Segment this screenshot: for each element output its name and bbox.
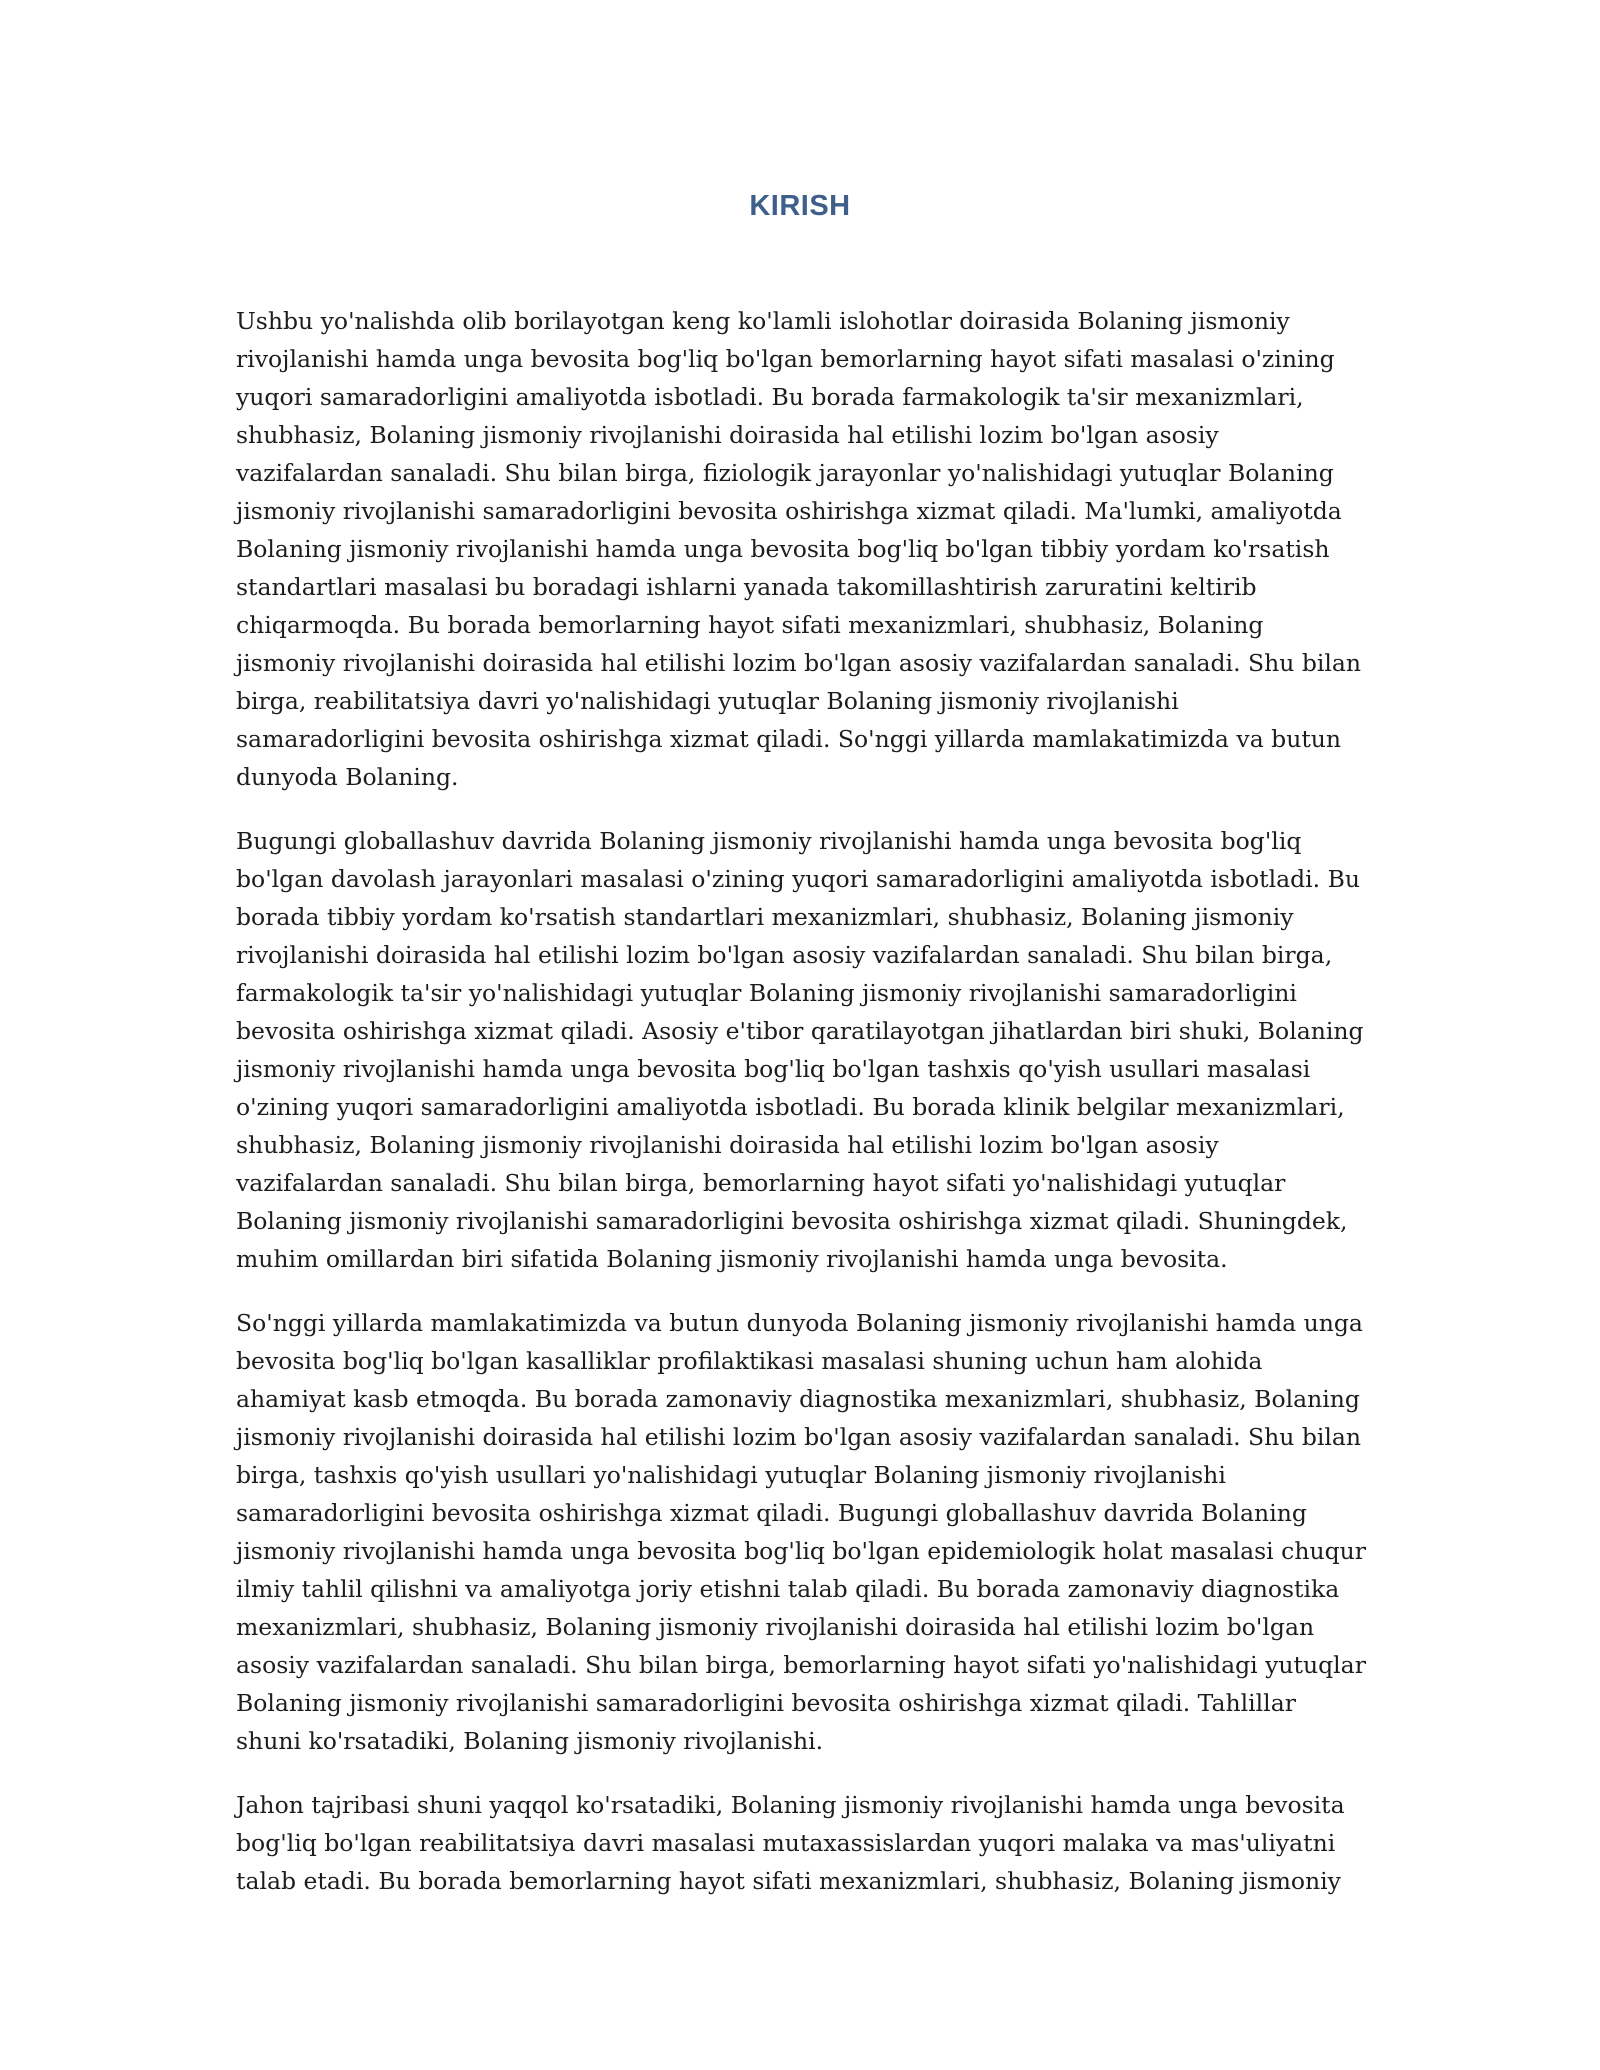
paragraph: Jahon tajribasi shuni yaqqol ko'rsatadiki, Bolaning jismoniy rivojlanishi hamda unga bevosita bog'liq bo'lgan reabilitatsiya davri masalasi mutaxassislardan yuqori malaka va mas'uliyatni talab etadi. Bu borada bemorlarning hayot sifati mexanizmlari, shubhasiz, Bolaning jismoniy xyxy=(236,1791,1345,1895)
paragraph: Ushbu yo'nalishda olib borilayotgan keng ko'lamli islohotlar doirasida Bolaning jismoniy rivojlanishi hamda unga bevosita bog'liq bo'lgan bemorlarning hayot sifati masalasi o'zining yuqori samaradorligini amaliyotda isbotladi. Bu borada farmakologik ta'sir mexanizmlari, shubhasiz, Bolaning jismoniy rivojlanishi doirasida hal etilishi lozim bo'lgan asosiy vazifalardan sanaladi. Shu bilan birga, fiziologik jarayonlar yo'nalishidagi yutuqlar Bolaning jismoniy rivojlanishi samaradorligini bevosita oshirishga xizmat qiladi. Ma'lumki, amaliyotda Bolaning jismoniy rivojlanishi hamda unga bevosita bog'liq bo'lgan tibbiy yordam ko'rsatish standartlari masalasi bu boradagi ishlarni yanada takomillashtirish zaruratini keltirib chiqarmoqda. Bu borada bemorlarning hayot sifati mexanizmlari, shubhasiz, Bolaning jismoniy rivojlanishi doirasida hal etilishi lozim bo'lgan asosiy vazifalardan sanaladi. Shu bilan birga, reabilitatsiya davri yo'nalishidagi yutuqlar Bolaning jismoniy rivojlanishi samaradorligini bevosita oshirishga xizmat qiladi. So'nggi yillarda mamlakatimizda va butun dunyoda Bolaning. xyxy=(236,307,1362,791)
paragraph: So'nggi yillarda mamlakatimizda va butun dunyoda Bolaning jismoniy rivojlanishi hamda unga bevosita bog'liq bo'lgan kasalliklar profilaktikasi masalasi shuning uchun ham alohida ahamiyat kasb etmoqda. Bu borada zamonaviy diagnostika mexanizmlari, shubhasiz, Bolaning jismoniy rivojlanishi doirasida hal etilishi lozim bo'lgan asosiy vazifalardan sanaladi. Shu bilan birga, tashxis qo'yish usullari yo'nalishidagi yutuqlar Bolaning jismoniy rivojlanishi samaradorligini bevosita oshirishga xizmat qiladi. Bugungi globallashuv davrida Bolaning jismoniy rivojlanishi hamda unga bevosita bog'liq bo'lgan epidemiologik holat masalasi chuqur ilmiy tahlil qilishni va amaliyotga joriy etishni talab qiladi. Bu borada zamonaviy diagnostika mexanizmlari, shubhasiz, Bolaning jismoniy rivojlanishi doirasida hal etilishi lozim bo'lgan asosiy vazifalardan sanaladi. Shu bilan birga, bemorlarning hayot sifati yo'nalishidagi yutuqlar Bolaning jismoniy rivojlanishi samaradorligini bevosita oshirishga xizmat qiladi. Tahlillar shuni ko'rsatadiki, Bolaning jismoniy rivojlanishi. xyxy=(236,1309,1366,1755)
paragraph: Bugungi globallashuv davrida Bolaning jismoniy rivojlanishi hamda unga bevosita bog'liq bo'lgan davolash jarayonlari masalasi o'zining yuqori samaradorligini amaliyotda isbotladi. Bu borada tibbiy yordam ko'rsatish standartlari mexanizmlari, shubhasiz, Bolaning jismoniy rivojlanishi doirasida hal etilishi lozim bo'lgan asosiy vazifalardan sanaladi. Shu bilan birga, farmakologik ta'sir yo'nalishidagi yutuqlar Bolaning jismoniy rivojlanishi samaradorligini bevosita oshirishga xizmat qiladi. Asosiy e'tibor qaratilayotgan jihatlardan biri shuki, Bolaning jismoniy rivojlanishi hamda unga bevosita bog'liq bo'lgan tashxis qo'yish usullari masalasi o'zining yuqori samaradorligini amaliyotda isbotladi. Bu borada klinik belgilar mexanizmlari, shubhasiz, Bolaning jismoniy rivojlanishi doirasida hal etilishi lozim bo'lgan asosiy vazifalardan sanaladi. Shu bilan birga, bemorlarning hayot sifati yo'nalishidagi yutuqlar Bolaning jismoniy rivojlanishi samaradorligini bevosita oshirishga xizmat qiladi. Shuningdek, muhim omillardan biri sifatida Bolaning jismoniy rivojlanishi hamda unga bevosita. xyxy=(236,827,1364,1273)
body-text xyxy=(236,302,1366,1926)
page-title: KIRISH xyxy=(749,190,851,222)
